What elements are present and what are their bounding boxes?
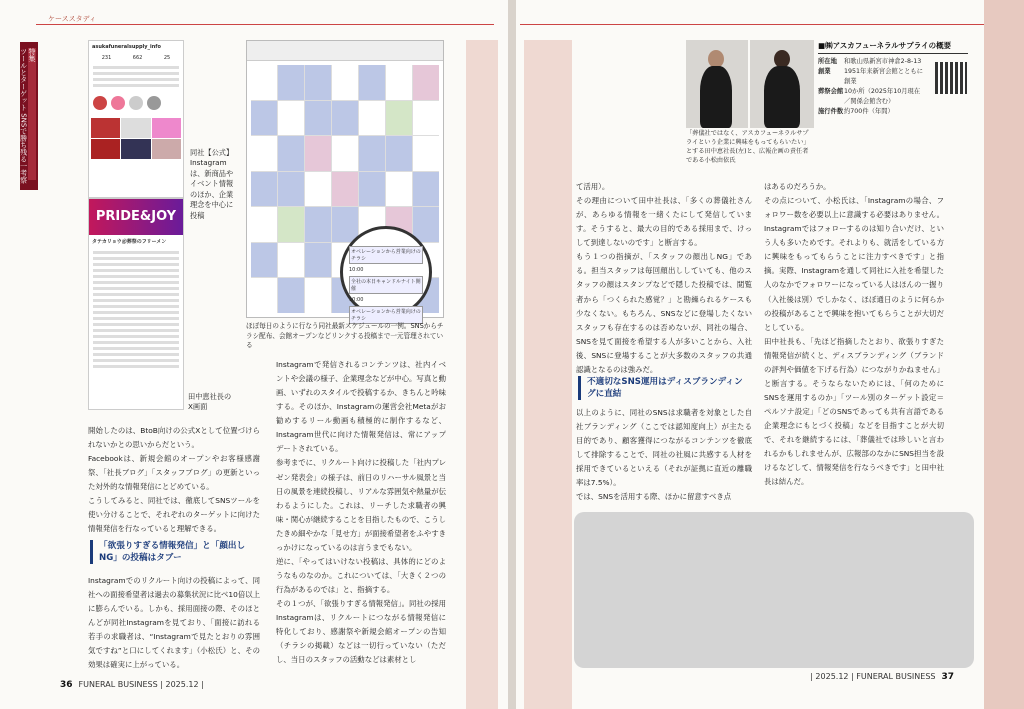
- pride-joy-banner: PRIDE&JOY: [89, 199, 183, 235]
- calendar-magnifier: オペレーションから営業向けのチラシ 10:00 全社の本日キャンドルナイト開催 10:00 オペレーションから営業向けのチラシ: [340, 226, 432, 318]
- body-col4: はあるのだろうか。 その点について、小松氏は、「Instagramの場合、フォロワー数を必要以上に意識する必要はありません。Instagramではフォローするのは知り合いだけ、という人も多いためです。それよりも、就活をしている方に興味をもってもらうことに注力すべきです」と指摘。実際、Instagramを通して同社に入社を希望した人のなかでフォロワーになっている人はほんの一握り（入社後は別）でしかなく、ほぼ通日のように何らかの投稿があることで興味を抱いてもらうことが大切だとしている。 田中社長も、「先ほど指摘したとおり、欲張りすぎた情報発信が続くと、ディスブランディング（ブランドの評判や価値を下げる行為）につながりかねません」と断言する。そうならないためには、「何のためにSNSを運用するのか」「ツール別のターゲット設定＝ペルソナ設定」「どのSNSであっても共有言語である企業理念にもとづく投稿」などを目指すことが大切で、それを継続するには、「葬儀社では珍しいと言われるかもしれませんが、広報部のなかにSNS担当を設けるなどして、情報発信を行なうべきです」と田中社長は結んだ。: [764, 182, 944, 487]
- body-col3: て活用）。 その理由について田中社長は、「多くの葬儀社さんが、あらゆる情報を一緒くたにして発信しています。そうすると、最大の目的である採用まで、けっして到達しないのです」と断言する。 もう１つの指摘が、「スタッフの顔出しNG」である。担当スタッフは毎回顔出ししていても、他のスタッフの顔はスタンプなどで隠した投稿では、閲覧者から「つくられた感覚？」と勘繰られるケースも少なくない。もちろん、SNSなどに登場したくないスタッフも存在するのは否めないが、同社の場合、SNSを見て面接を希望する人が多いことから、入社後、SNSに登場することが大多数のスタッフの共通認識となるのは強みだ。: [576, 182, 752, 374]
- body-col1-bottom: Instagramでのリクルート向けの投稿によって、同社への面接希望者は過去の募集状況に比べ10倍以上に膨らんでいる。しかも、採用面接の際、そのほとんどが同社Instagramを見ており、「面接に訪れる若手の求職者は、“Instagramで見たとおりの雰囲気ですね”と口にしてくれます」（小松氏）と、その効果は確実に上がっている。: [88, 576, 261, 670]
- header-rule: [36, 24, 494, 25]
- caption-x: 田中恵社長のX画面: [188, 392, 232, 412]
- ad-placeholder: [574, 512, 974, 668]
- heading-taboo: 「欲張りすぎる情報発信」と「顔出しNG」の投稿はタブー: [90, 540, 258, 564]
- body-col1-top: 開始したのは、BtoB向けの公式Xとして位置づけられないかとの思いからだという。 Facebookは、新規会館のオープンやお客様感謝祭、「社長ブログ」「スタッフブログ」の更新といった対外的な情報発信にとどめている。 こうしてみると、同社では、徹底してSNSツールを使い分けることで、それぞれのターゲットに向けた情報発信を行なっていると理解できる。: [88, 426, 260, 534]
- heading-disbranding: 不適切なSNS運用はディスブランディングに直結: [578, 376, 750, 400]
- photo-komatsu: [750, 40, 814, 128]
- footer-left: 36 FUNERAL BUSINESS | 2025.12 |: [60, 680, 204, 690]
- info-row: 所在地 和歌山県新宮市神倉2-8-13: [818, 58, 922, 65]
- photo-president: [686, 40, 748, 128]
- decorative-band-right: [524, 40, 572, 709]
- side-tab: 特集 ツールとターゲット SNSで勝ち残る一考察: [20, 42, 38, 190]
- instagram-screenshot: asukafuneralsupply_info 231 662 25: [88, 40, 184, 198]
- header-rule-right: [520, 24, 984, 25]
- footer-right: | 2025.12 | FUNERAL BUSINESS 37: [810, 672, 954, 682]
- decorative-band: [466, 40, 498, 709]
- page-gutter: [508, 0, 516, 709]
- company-info: ■㈱アスカフューネラルサプライの概要 所在地 和歌山県新宮市神倉2-8-13 創業 1951年来新宮会館とともに創業 葬祭会館 10か所（2025年10月現在／関係会館含む） 施行件数 約700件（年間）: [818, 40, 968, 118]
- info-row: 創業 1951年来新宮会館とともに創業: [818, 68, 923, 85]
- body-col3-bottom: 以上のように、同社のSNSは求職者を対象とした自社ブランディング（ここでは認知度向上）が主たる目的であり、顧客獲得につながるコンテンツを徹底して排除することで、同社の社風に共感する人材を採用できているといえる（それが証拠に直近の離職率は7.5%）。 では、SNSを活用する際、ほかに留意すべき点: [576, 408, 752, 502]
- info-row: 葬祭会館 10か所（2025年10月現在／関係会館含む）: [818, 88, 921, 105]
- section-header: ケーススタディ: [48, 15, 97, 23]
- info-row: 施行件数 約700件（年間）: [818, 108, 894, 116]
- body-col2: Instagramで発信されるコンテンツは、社内イベントや会議の様子、企業理念などが中心。写真と動画、いずれのスタイルで投稿するか、きちんと吟味する。そのほか、Instagramの運営会社Metaがお勧めするリール動画も積極的に制作するなど、Instagram世代に向けた情報発信は、常にアップデートされている。 参考までに、リクルート向けに投稿した「社内プレゼン発表会」の様子は、前日のリハーサル風景と当日の風景を連続投稿し、リアルな雰囲気や熱量が伝わるようにした。これは、リーチした求職者の興味・関心が継続することを目指したもので、こうしたきめ細やかな「見せ方」が面接希望者をふやすきっかけになっているのは言うまでもない。 逆に、「やってはいけない投稿は、具体的にどのようなものなのか。これについては、「大きく２つの行為があるのでは」と、指摘する。 その１つが、「欲張りすぎる情報発信」。同社の採用Instagramは、リクルートにつながる情報発信に特化しており、感謝祭や新規会館オープンの告知（チラシの掲載）などは一切行っていない（ただし、当日のスタッフの活動などは素材とし: [276, 360, 446, 665]
- qr-code[interactable]: [935, 62, 967, 94]
- calendar-caption: ほぼ毎日のように行なう同社最新スケジュールの一例。SNSからチラシ配布、会館オープンなどリンクする投稿まで一元管理されている: [246, 322, 444, 350]
- photo-caption: 「葬儀社ではなく、アスカフューネラルサプライという企業に興味をもってもらいたい」とする田中恵社長(左)と、広報企画の責任者である小松由依氏: [686, 130, 810, 164]
- caption-instagram: 同社【公式】Instagramは、新商品やイベント情報のほか、企業理念を中心に投稿: [190, 148, 234, 220]
- x-screenshot: PRIDE&JOY タテカリョウ＠葬祭のフリーメン: [88, 198, 184, 410]
- edge-band: [984, 0, 1024, 709]
